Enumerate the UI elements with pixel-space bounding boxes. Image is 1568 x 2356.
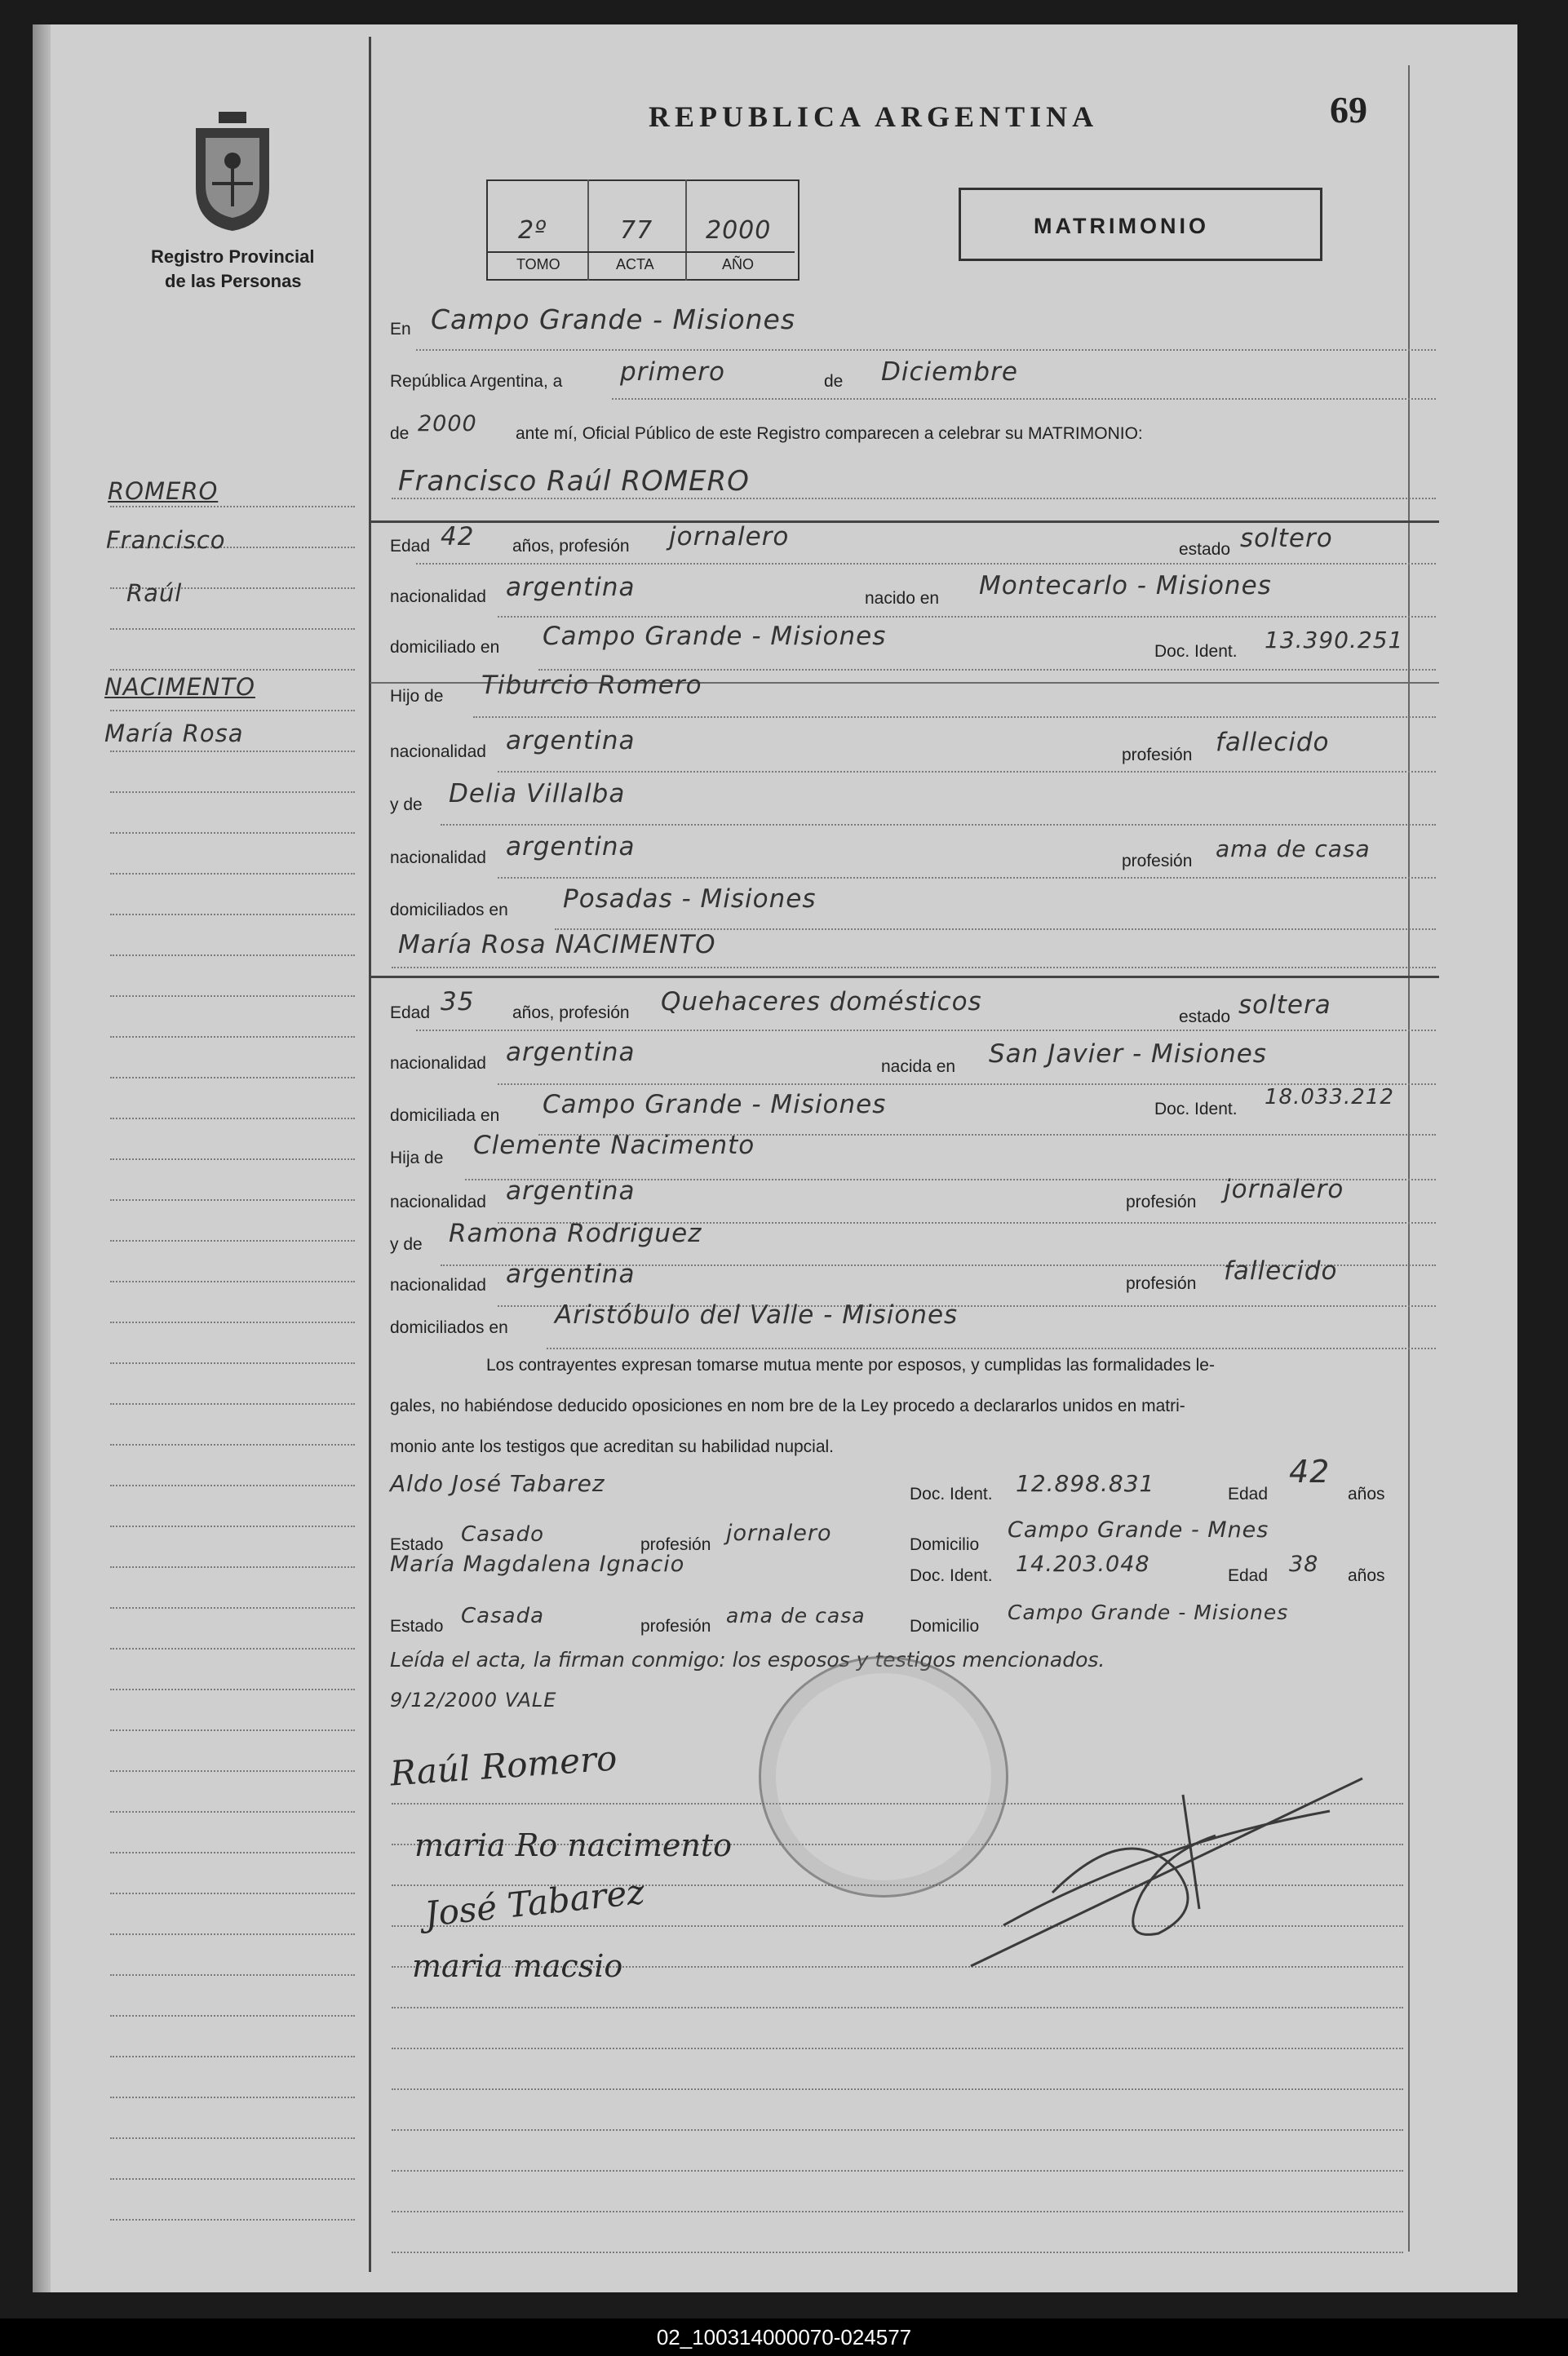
- margin-rule: [110, 628, 355, 630]
- groom-marital-status: soltero: [1240, 524, 1333, 553]
- declaration-line-1: Los contrayentes expresan tomarse mutua mente por esposos, y cumplidas las formalidades le-: [486, 1356, 1215, 1375]
- bride-nationality: argentina: [506, 1038, 636, 1067]
- groom-parents-domicile: Posadas - Misiones: [563, 884, 817, 914]
- margin-rule: [110, 1852, 355, 1853]
- groom-hijo-label: Hijo de: [390, 687, 444, 706]
- official-signature-scribble: [955, 1746, 1379, 1991]
- groom-edad-label: Edad: [390, 537, 431, 556]
- margin-rule: [110, 506, 355, 507]
- bride-mother: Ramona Rodriguez: [449, 1219, 702, 1248]
- margin-rule: [110, 1566, 355, 1568]
- signature-bride: maria Ro nacimento: [414, 1827, 733, 1863]
- republica-label: República Argentina, a: [390, 372, 563, 391]
- bride-m-nac-label: nacionalidad: [390, 1276, 486, 1295]
- margin-rule: [110, 1403, 355, 1405]
- declaration-line-3: monio ante los testigos que acreditan su habilidad nupcial.: [390, 1437, 835, 1456]
- bride-profesion-label: años, profesión: [512, 1003, 630, 1022]
- margin-groom-given-1: Francisco: [106, 526, 226, 554]
- margin-rule: [110, 954, 355, 956]
- margin-rule: [110, 1811, 355, 1813]
- bride-birthplace: San Javier - Misiones: [989, 1039, 1267, 1069]
- witness2-profession: ama de casa: [726, 1604, 866, 1628]
- margin-groom-given-2: Raúl: [126, 579, 183, 607]
- intro-year: 2000: [418, 411, 477, 436]
- bride-yde-label: y de: [390, 1235, 423, 1254]
- margin-rule: [110, 1974, 355, 1976]
- book-spine: [33, 24, 51, 2292]
- signature-witness-1: José Tabarez: [423, 1871, 647, 1935]
- witness1-domicile: Campo Grande - Mnes: [1008, 1517, 1269, 1543]
- coat-of-arms-emblem: [188, 110, 277, 232]
- witness2-age: 38: [1289, 1552, 1319, 1577]
- witness2-anos-label: años: [1348, 1566, 1385, 1585]
- groom-birthplace: Montecarlo - Misiones: [979, 571, 1272, 600]
- bride-age: 35: [441, 987, 475, 1016]
- right-border: [1408, 65, 1410, 2252]
- groom-father-nationality: argentina: [506, 726, 636, 755]
- margin-rule: [110, 1689, 355, 1690]
- tomo-value: 2º: [518, 216, 547, 245]
- groom-nacido-label: nacido en: [865, 589, 940, 608]
- bride-pdom-label: domiciliados en: [390, 1318, 508, 1337]
- margin-rule: [110, 1322, 355, 1323]
- margin-rule: [110, 1362, 355, 1364]
- body-rule: [392, 2048, 1403, 2049]
- witness2-dom-label: Domicilio: [910, 1617, 980, 1636]
- margin-rule: [110, 1648, 355, 1650]
- groom-f-prof-label: profesión: [1122, 746, 1193, 764]
- witness1-estado-label: Estado: [390, 1535, 444, 1554]
- bride-domicile: Campo Grande - Misiones: [543, 1090, 887, 1119]
- margin-rule: [110, 1933, 355, 1935]
- groom-mother: Delia Villalba: [449, 779, 626, 808]
- margin-rule: [110, 1607, 355, 1609]
- margin-rule: [110, 2097, 355, 2098]
- image-code-label: 02_100314000070-024577: [656, 2325, 912, 2349]
- document-page: [33, 24, 1517, 2292]
- witness1-name: Aldo José Tabarez: [390, 1470, 605, 1497]
- bride-nacida-label: nacida en: [881, 1057, 956, 1076]
- margin-rule: [110, 1240, 355, 1242]
- intro-month: Diciembre: [881, 357, 1018, 387]
- anio-value: 2000: [706, 216, 772, 245]
- margin-rule: [110, 873, 355, 875]
- bride-hija-label: Hija de: [390, 1149, 444, 1167]
- margin-rule: [110, 710, 355, 711]
- groom-pdom-label: domiciliados en: [390, 901, 508, 919]
- bride-nac-label: nacionalidad: [390, 1054, 486, 1073]
- margin-rule: [110, 1158, 355, 1160]
- groom-m-nac-label: nacionalidad: [390, 848, 486, 867]
- groom-full-name: Francisco Raúl ROMERO: [398, 465, 750, 498]
- margin-rule: [110, 1770, 355, 1772]
- acta-label: ACTA: [616, 256, 654, 272]
- margin-rule: [110, 1526, 355, 1527]
- groom-mother-profession: ama de casa: [1216, 835, 1371, 862]
- witness1-doc: 12.898.831: [1016, 1470, 1155, 1497]
- groom-mother-nationality: argentina: [506, 832, 636, 861]
- witness2-doc: 14.203.048: [1016, 1552, 1150, 1577]
- groom-father-profession: fallecido: [1216, 728, 1330, 757]
- margin-rule: [110, 791, 355, 793]
- witness1-age: 42: [1289, 1454, 1331, 1490]
- groom-doc-label: Doc. Ident.: [1154, 642, 1238, 661]
- bride-father-profession: jornalero: [1224, 1175, 1344, 1204]
- witness2-name: María Magdalena Ignacio: [390, 1552, 685, 1577]
- intro-tail: ante mí, Oficial Público de este Registro comparecen a celebrar su MATRIMONIO:: [516, 424, 1143, 443]
- bride-mother-nationality: argentina: [506, 1260, 636, 1289]
- witness1-edad-label: Edad: [1228, 1485, 1269, 1504]
- body-rule: [392, 2211, 1403, 2212]
- margin-rule: [110, 1444, 355, 1446]
- body-rule: [392, 2252, 1403, 2253]
- bride-f-nac-label: nacionalidad: [390, 1193, 486, 1211]
- margin-rule: [110, 2015, 355, 2017]
- bride-marital-status: soltera: [1238, 990, 1331, 1020]
- anio-label: AÑO: [722, 256, 755, 272]
- margin-rule: [110, 1893, 355, 1894]
- witness1-anos-label: años: [1348, 1485, 1385, 1504]
- witness2-estado-label: Estado: [390, 1617, 444, 1636]
- bride-estado-label: estado: [1179, 1008, 1231, 1026]
- groom-yde-label: y de: [390, 795, 423, 814]
- margin-bride-given: María Rosa: [104, 720, 244, 747]
- de-label-2: de: [390, 424, 410, 443]
- acta-value: 77: [620, 216, 653, 245]
- groom-profession: jornalero: [669, 522, 790, 551]
- margin-rule: [110, 914, 355, 915]
- groom-profesion-label: años, profesión: [512, 537, 630, 556]
- closing-line-1: Leída el acta, la firman conmigo: los esposos y testigos mencionados.: [390, 1648, 1105, 1672]
- margin-rule: [110, 1077, 355, 1078]
- witness2-prof-label: profesión: [640, 1617, 711, 1636]
- bride-m-prof-label: profesión: [1126, 1274, 1197, 1293]
- margin-rule: [110, 1281, 355, 1282]
- closing-line-2: 9/12/2000 VALE: [390, 1689, 557, 1712]
- body-rule: [392, 2007, 1403, 2008]
- registry-line-2: de las Personas: [165, 271, 302, 291]
- signature-witness-2: maria macsio: [412, 1948, 623, 1984]
- groom-doc: 13.390.251: [1265, 627, 1404, 653]
- margin-rule: [110, 832, 355, 834]
- de-label: de: [824, 372, 844, 391]
- bride-doc: 18.033.212: [1265, 1085, 1394, 1109]
- witness1-doc-label: Doc. Ident.: [910, 1485, 993, 1504]
- page-number: 69: [1330, 89, 1367, 131]
- bride-edad-label: Edad: [390, 1003, 431, 1022]
- margin-rule: [110, 1118, 355, 1119]
- intro-day: primero: [620, 357, 726, 387]
- margin-rule: [110, 2178, 355, 2180]
- margin-groom-surname: ROMERO: [108, 477, 219, 505]
- witness2-status: Casada: [461, 1604, 545, 1628]
- groom-dom-label: domiciliado en: [390, 638, 500, 657]
- groom-nationality: argentina: [506, 573, 636, 602]
- witness2-doc-label: Doc. Ident.: [910, 1566, 993, 1585]
- margin-rule: [110, 669, 355, 671]
- groom-nac-label: nacionalidad: [390, 587, 486, 606]
- witness1-status: Casado: [461, 1522, 544, 1547]
- groom-f-nac-label: nacionalidad: [390, 742, 486, 761]
- record-type-label: MATRIMONIO: [1034, 214, 1209, 238]
- groom-estado-label: estado: [1179, 540, 1231, 559]
- en-label: En: [390, 320, 411, 339]
- margin-rule: [110, 751, 355, 752]
- margin-rule: [110, 2219, 355, 2221]
- bride-full-name: María Rosa NACIMENTO: [398, 930, 716, 959]
- witness1-dom-label: Domicilio: [910, 1535, 980, 1554]
- margin-rule: [110, 2056, 355, 2057]
- margin-rule: [110, 1199, 355, 1201]
- margin-divider: [369, 37, 371, 2272]
- signature-groom: Raúl Romero: [388, 1738, 618, 1794]
- bride-doc-label: Doc. Ident.: [1154, 1100, 1238, 1118]
- witness2-edad-label: Edad: [1228, 1566, 1269, 1585]
- tomo-label: TOMO: [516, 256, 560, 272]
- margin-rule: [110, 1036, 355, 1038]
- bride-mother-profession: fallecido: [1224, 1256, 1338, 1286]
- groom-age: 42: [441, 522, 475, 551]
- margin-rule: [110, 1485, 355, 1486]
- witness1-profession: jornalero: [726, 1521, 832, 1546]
- groom-father: Tiburcio Romero: [481, 671, 702, 700]
- margin-rule: [110, 995, 355, 997]
- margin-rule: [110, 1729, 355, 1731]
- registry-line-1: Registro Provincial: [151, 246, 315, 267]
- bride-parents-domicile: Aristóbulo del Valle - Misiones: [555, 1300, 959, 1330]
- intro-place: Campo Grande - Misiones: [431, 303, 796, 335]
- body-rule: [392, 2129, 1403, 2131]
- bride-dom-label: domiciliada en: [390, 1106, 500, 1125]
- margin-rule: [110, 2137, 355, 2139]
- bride-father-nationality: argentina: [506, 1176, 636, 1206]
- country-title: REPUBLICA ARGENTINA: [649, 100, 1099, 133]
- declaration-line-2: gales, no habiéndose deducido oposiciones en nom bre de la Ley procedo a declararlos unidos en matri-: [390, 1397, 1185, 1415]
- witness1-prof-label: profesión: [640, 1535, 711, 1554]
- body-rule: [392, 2170, 1403, 2172]
- bride-f-prof-label: profesión: [1126, 1193, 1197, 1211]
- groom-domicile: Campo Grande - Misiones: [543, 622, 887, 651]
- body-rule: [392, 2088, 1403, 2090]
- witness2-domicile: Campo Grande - Misiones: [1008, 1601, 1289, 1624]
- groom-m-prof-label: profesión: [1122, 852, 1193, 870]
- bride-profession: Quehaceres domésticos: [661, 987, 982, 1016]
- bride-father: Clemente Nacimento: [473, 1131, 755, 1160]
- margin-bride-surname: NACIMENTO: [104, 673, 255, 701]
